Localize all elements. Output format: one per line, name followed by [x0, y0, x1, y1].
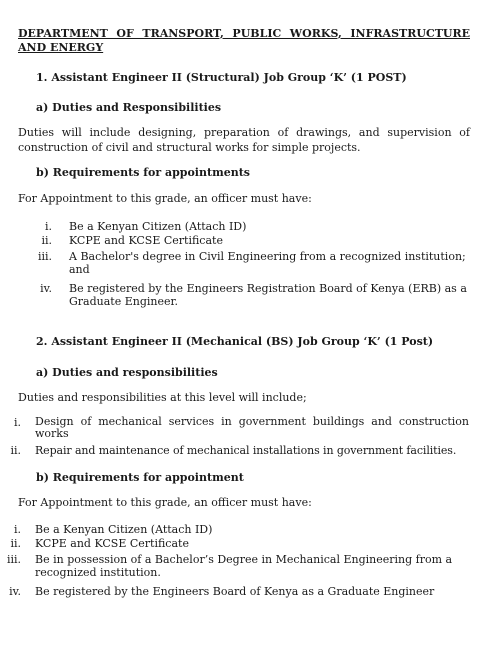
list-number: i.: [44, 220, 52, 233]
job2-requirements-heading: b) Requirements for appointment: [36, 471, 244, 484]
list-number: iv.: [9, 585, 21, 598]
job1-requirements-heading: b) Requirements for appointments: [36, 166, 250, 179]
job1-title: 1. Assistant Engineer II (Structural) Job Group ‘K’ (1 POST): [36, 71, 407, 84]
list-item: Be a Kenyan Citizen (Attach ID): [69, 220, 247, 233]
list-item: Design of mechanical services in government buildings and construction works: [35, 415, 469, 440]
list-item: KCPE and KCSE Certificate: [69, 234, 223, 247]
list-number: ii.: [10, 537, 21, 550]
list-number: ii.: [41, 234, 52, 247]
list-item: Be a Kenyan Citizen (Attach ID): [35, 523, 213, 536]
list-item: Repair and maintenance of mechanical installations in government facilities.: [35, 444, 457, 457]
job2-duties-heading: a) Duties and responsibilities: [36, 366, 218, 379]
list-number: iii.: [37, 250, 52, 263]
job2-requirements-intro: For Appointment to this grade, an officer must have:: [18, 496, 312, 509]
job2-title: 2. Assistant Engineer II (Mechanical (BS) Job Group ‘K’ (1 Post): [36, 335, 434, 348]
list-number: iv.: [40, 282, 52, 295]
job2-duties-intro: Duties and responsibilities at this level will include;: [18, 391, 307, 404]
list-number: iii.: [6, 553, 21, 566]
list-item: Be in possession of a Bachelor’s Degree in Mechanical Engineering from a recognized institution.: [35, 553, 453, 579]
list-number: ii.: [10, 444, 21, 457]
list-item: Be registered by the Engineers Board of Kenya as a Graduate Engineer: [35, 585, 435, 598]
job1-duties-text: Duties will include designing, preparation of drawings, and supervision of construction of civil and structural works for simple projects.: [18, 126, 470, 154]
list-item: KCPE and KCSE Certificate: [35, 537, 189, 550]
department-heading: DEPARTMENT OF TRANSPORT, PUBLIC WORKS, INFRASTRUCTURE AND ENERGY: [18, 27, 470, 54]
list-item: Be registered by the Engineers Registration Board of Kenya (ERB) as a Graduate Engineer.: [69, 282, 467, 308]
job1-requirements-intro: For Appointment to this grade, an officer must have:: [18, 192, 312, 205]
list-number: i.: [13, 416, 21, 429]
list-item: A Bachelor's degree in Civil Engineering from a recognized institution; and: [69, 250, 466, 276]
job1-duties-heading: a) Duties and Responsibilities: [36, 101, 222, 114]
list-number: i.: [13, 523, 21, 536]
